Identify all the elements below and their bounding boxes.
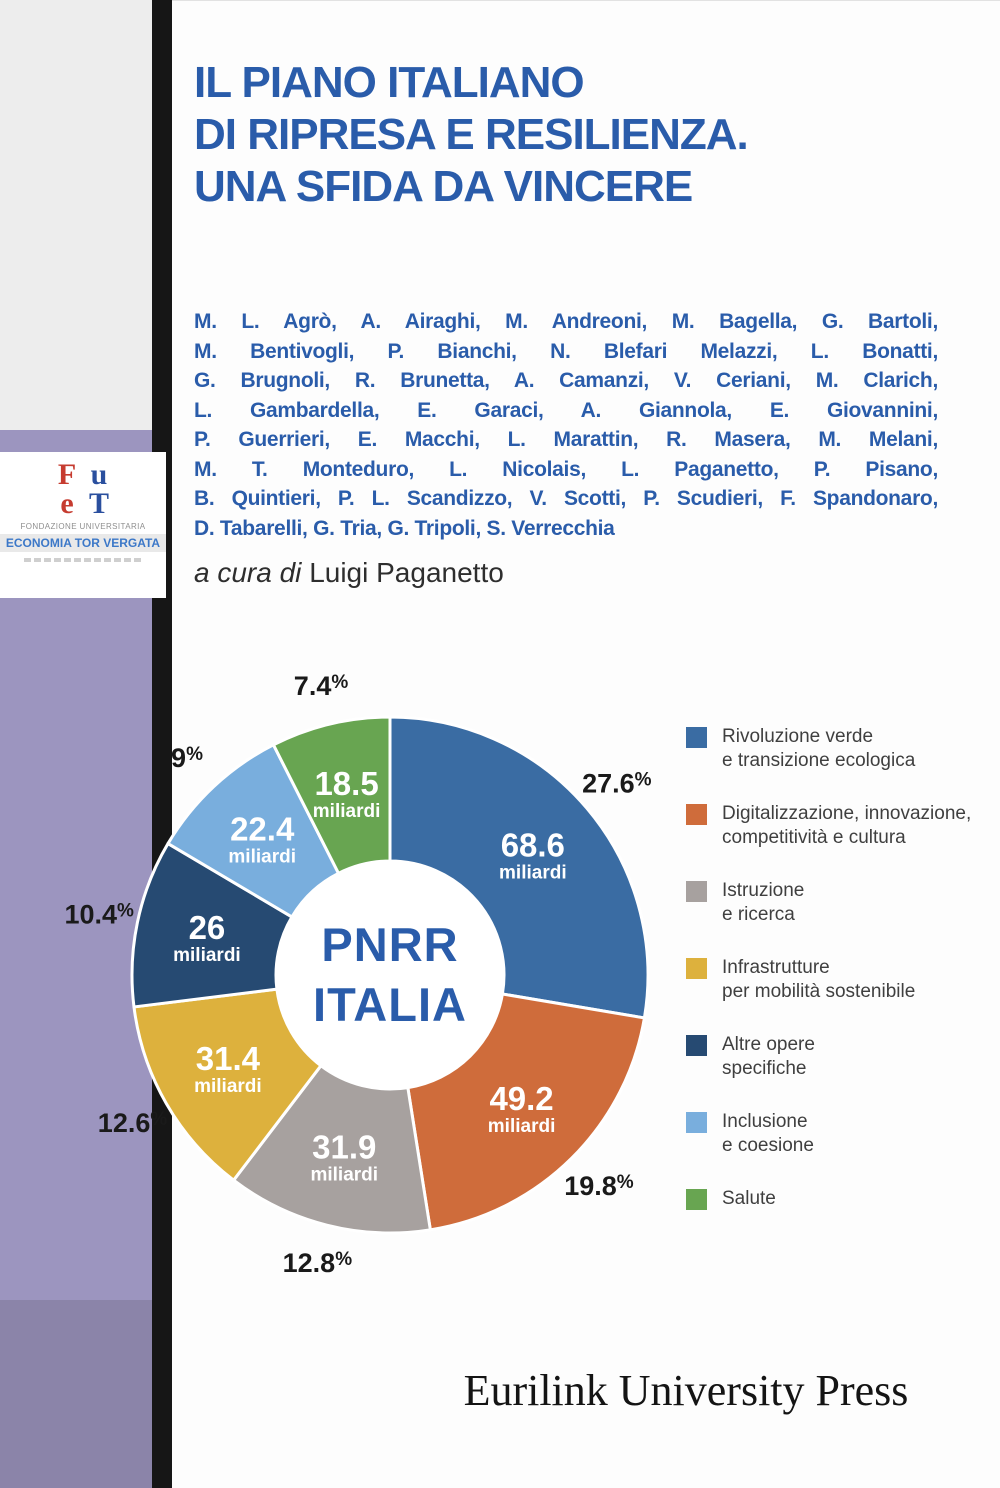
publisher-imprint: Eurilink University Press	[463, 1366, 909, 1415]
slice-percent-label: 19.8%	[564, 1171, 634, 1202]
pnrr-donut-chart	[30, 630, 750, 1330]
slice-unit-label: miliardi	[310, 1164, 379, 1186]
logo-letter-t: T	[88, 487, 109, 520]
slice-unit-label: miliardi	[194, 1076, 262, 1098]
slice-percent-label: 10.4%	[64, 899, 134, 930]
fuet-logo	[0, 460, 166, 518]
chart-center-title: PNRR	[321, 918, 459, 971]
author-list	[194, 307, 938, 543]
title-line: DI RIPRESA E RESILIENZA.	[194, 109, 748, 159]
author-line: M. T. Monteduro, L. Nicolais, L. Paganetto, P. Pisano,	[194, 457, 938, 481]
slice-unit-label: miliardi	[499, 862, 567, 884]
background-top-left	[0, 0, 152, 430]
author-line: M. L. Agrò, A. Airaghi, M. Andreoni, M. Bagella, G. Bartoli,	[194, 310, 938, 333]
slice-unit-label: miliardi	[312, 801, 381, 823]
legend-label: Istruzione e ricerca	[722, 880, 805, 925]
slice-percent-label: 12.8%	[282, 1247, 353, 1278]
legend-label: Rivoluzione verde e transizione ecologica	[722, 726, 916, 771]
title-line: IL PIANO ITALIANO	[194, 58, 584, 107]
fuet-logo-box	[0, 452, 166, 598]
slice-value-label: 26	[188, 908, 226, 946]
foundation-subtitle: ECONOMIA TOR VERGATA	[0, 534, 166, 552]
slice-percent-label: 9%	[171, 743, 203, 774]
book-title	[194, 57, 748, 213]
slice-unit-label: miliardi	[487, 1115, 556, 1137]
legend-label: Altre opere specifiche	[722, 1034, 815, 1079]
editor-credit	[194, 557, 504, 589]
slice-percent-label: 12.6%	[97, 1108, 168, 1139]
legend-label: Infrastrutture per mobilità sostenibile	[722, 957, 916, 1002]
slice-value-label: 31.4	[195, 1040, 261, 1078]
slice-value-label: 31.9	[312, 1128, 377, 1166]
author-line: L. Gambardella, E. Garaci, A. Giannola, E. Giovannini,	[194, 398, 938, 422]
editor-name: Luigi Paganetto	[309, 557, 504, 588]
slice-percent-label: 7.4%	[293, 671, 349, 702]
slice-value-label: 68.6	[500, 826, 565, 864]
donut-center	[277, 862, 503, 1088]
foundation-name: FONDAZIONE UNIVERSITARIA	[20, 522, 146, 531]
logo-letter-u: u	[90, 458, 108, 491]
chart-center-title: ITALIA	[313, 978, 467, 1031]
logo-letter-e: e	[60, 487, 74, 520]
slice-value-label: 22.4	[230, 810, 295, 848]
legend-label: Inclusione e coesione	[722, 1111, 814, 1156]
slice-percent-label: 27.6%	[582, 768, 652, 799]
logo-fineprint	[24, 558, 142, 562]
slice-value-label: 49.2	[489, 1079, 554, 1117]
author-line: M. Bentivogli, P. Bianchi, N. Blefari Melazzi, L. Bonatti,	[194, 339, 938, 363]
author-line: D. Tabarelli, G. Tria, G. Tripoli, S. Verrecchia	[194, 516, 615, 540]
title-line: UNA SFIDA DA VINCERE	[194, 161, 693, 211]
slice-unit-label: miliardi	[228, 846, 296, 868]
editor-prefix: a cura di	[194, 557, 302, 588]
legend-label: Digitalizzazione, innovazione, competitività e cultura	[722, 803, 972, 848]
author-line: G. Brugnoli, R. Brunetta, A. Camanzi, V. Ceriani, M. Clarich,	[194, 369, 938, 392]
author-line: P. Guerrieri, E. Macchi, L. Marattin, R. Masera, M. Melani,	[194, 428, 938, 451]
author-line: B. Quintieri, P. L. Scandizzo, V. Scotti, P. Scudieri, F. Spandonaro,	[194, 487, 938, 510]
logo-letter-f: F	[57, 458, 77, 491]
legend-label: Salute	[722, 1188, 776, 1209]
slice-unit-label: miliardi	[173, 944, 241, 966]
slice-value-label: 18.5	[314, 765, 379, 803]
